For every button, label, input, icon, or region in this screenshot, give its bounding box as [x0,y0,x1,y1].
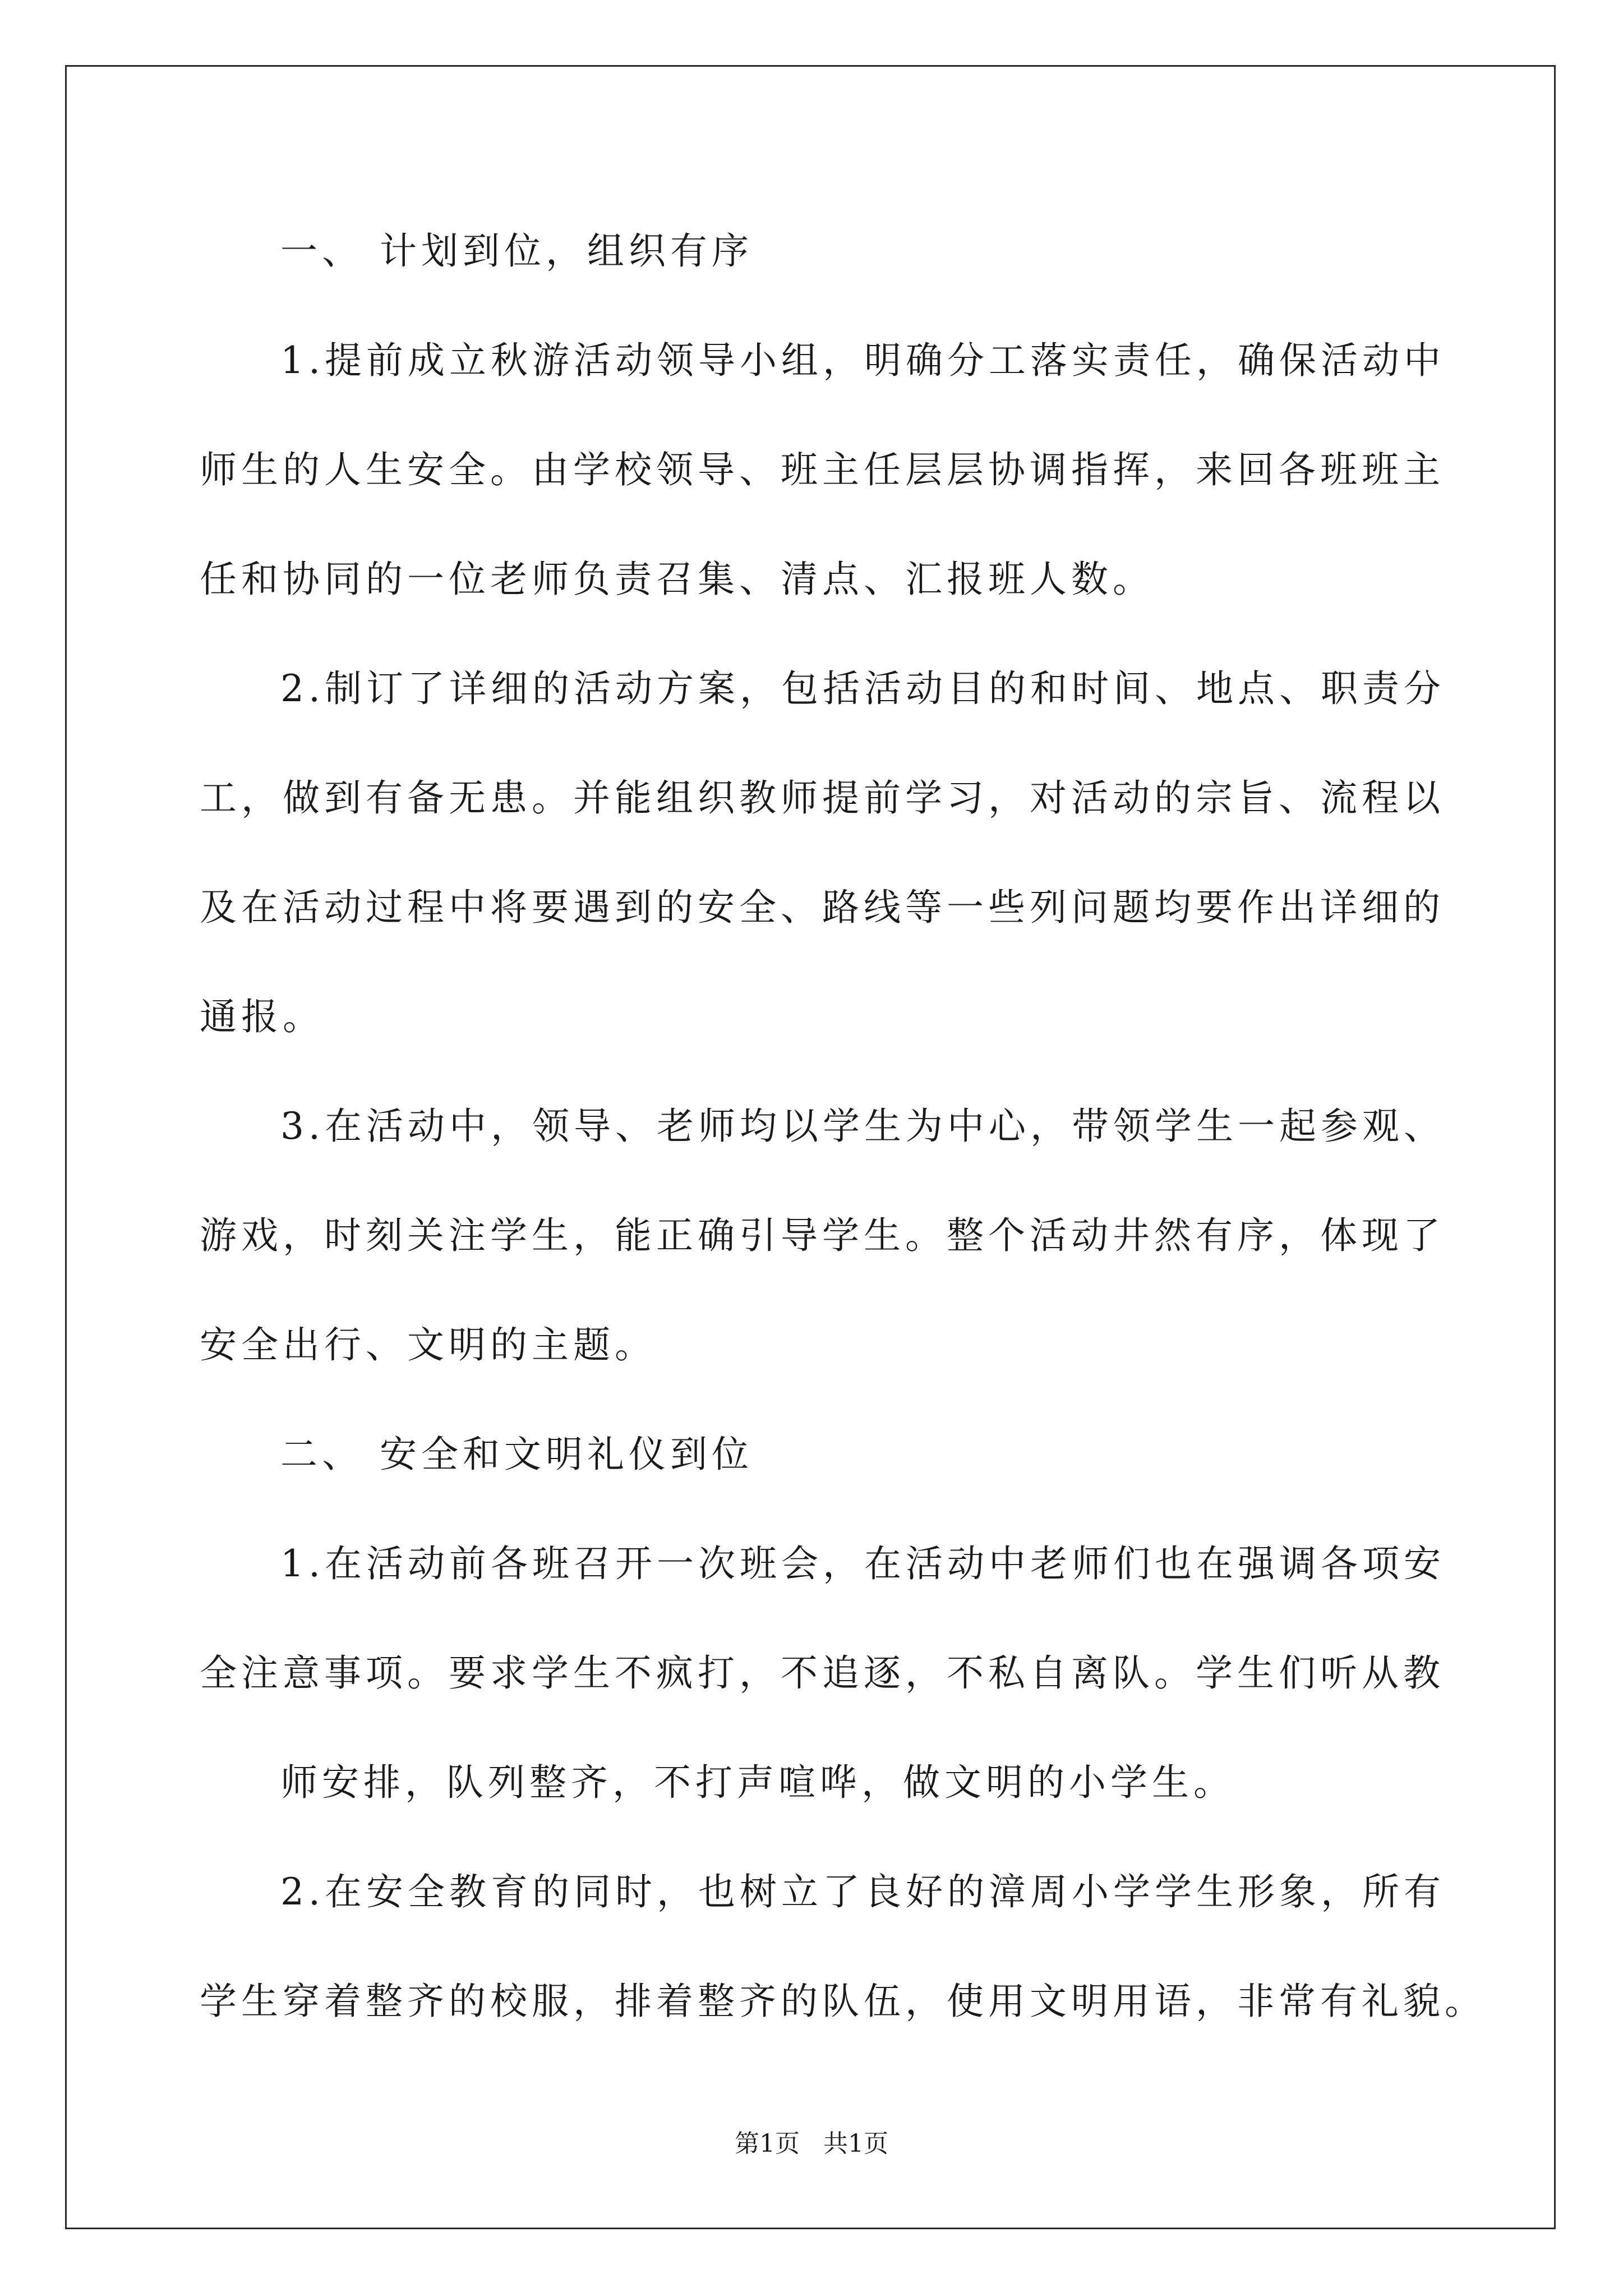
section-heading-1: 一、 计划到位，组织有序 [280,229,753,273]
paragraph-line: 1.在活动前各班召开一次班会，在活动中老师们也在强调各项安 [280,1542,1445,1585]
paragraph-line: 安全出行、文明的主题。 [200,1323,656,1366]
paragraph-line: 师安排，队列整齐，不打声喧哗，做文明的小学生。 [280,1761,1235,1804]
section-heading-2: 二、 安全和文明礼仪到位 [280,1433,753,1476]
paragraph-line: 全注意事项。要求学生不疯打，不追逐，不私自离队。学生们听从教 [200,1651,1445,1695]
paragraph-line: 及在活动过程中将要遇到的安全、路线等一些列问题均要作出详细的 [200,886,1445,929]
paragraph-line: 通报。 [200,995,324,1038]
paragraph-line: 任和协同的一位老师负责召集、清点、汇报班人数。 [200,558,1154,601]
paragraph-line: 2.制订了详细的活动方案，包括活动目的和时间、地点、职责分 [280,667,1445,710]
paragraph-line: 1.提前成立秋游活动领导小组，明确分工落实责任，确保活动中 [280,339,1445,382]
paragraph-line: 师生的人生安全。由学校领导、班主任层层协调指挥，来回各班班主 [200,448,1445,491]
paragraph-line: 工，做到有备无患。并能组织教师提前学习，对活动的宗旨、流程以 [200,776,1445,820]
paragraph-line: 学生穿着整齐的校服，排着整齐的队伍，使用文明用语，非常有礼貌。 [200,1980,1486,2023]
paragraph-line: 游戏，时刻关注学生，能正确引导学生。整个活动井然有序，体现了 [200,1214,1445,1257]
paragraph-line: 3.在活动中，领导、老师均以学生为中心，带领学生一起参观、 [280,1105,1445,1148]
page-number-footer: 第1页 共1页 [735,2129,888,2158]
paragraph-line: 2.在安全教育的同时，也树立了良好的漳周小学学生形象，所有 [280,1870,1445,1913]
